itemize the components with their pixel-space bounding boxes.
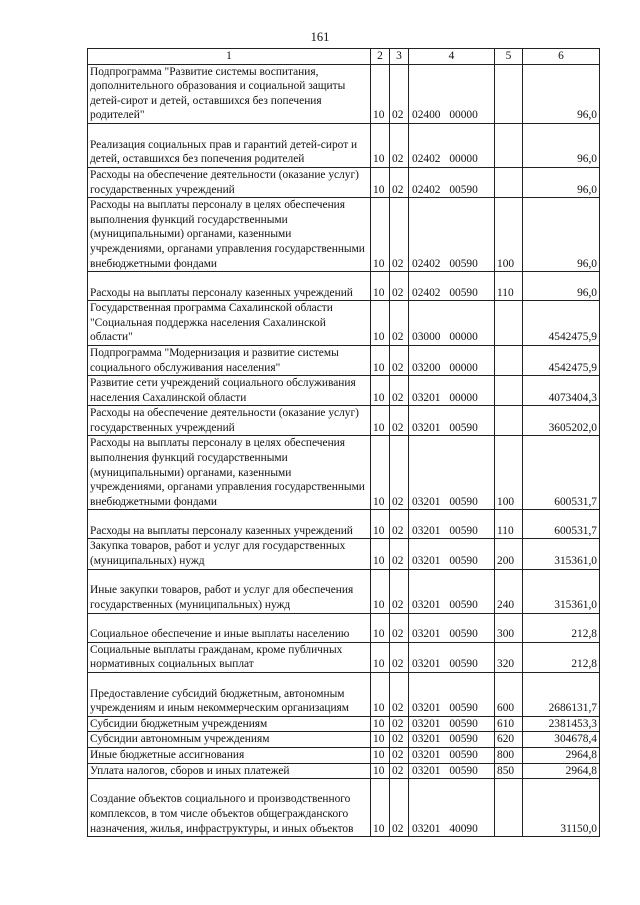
row-section: 10	[371, 642, 390, 672]
row-name: Социальные выплаты гражданам, кроме публичных нормативных социальных выплат	[88, 642, 371, 672]
table-row	[88, 642, 600, 672]
row-expense-type	[495, 123, 523, 167]
row-amount: 31150,0	[523, 779, 600, 837]
row-name: Расходы на обеспечение деятельности (оказание услуг) государственных учреждений	[88, 406, 371, 436]
row-amount: 315361,0	[523, 539, 600, 569]
row-expense-type: 110	[495, 510, 523, 539]
row-section: 10	[371, 732, 390, 748]
table-row	[88, 345, 600, 375]
column-header-name: 1	[88, 49, 371, 65]
row-expense-type: 110	[495, 272, 523, 301]
row-subsection: 02	[390, 539, 409, 569]
row-name: Реализация социальных прав и гарантий детей-сирот и детей, оставшихся без попечения родителей	[88, 123, 371, 167]
row-expense-type	[495, 167, 523, 197]
table-row	[88, 123, 600, 167]
row-target-article: 03201 00590	[409, 613, 495, 642]
column-header-subsection: 3	[390, 49, 409, 65]
row-expense-type: 850	[495, 763, 523, 779]
row-section: 10	[371, 716, 390, 732]
row-target-article: 03201 40090	[409, 779, 495, 837]
row-target-article: 03201 00590	[409, 672, 495, 716]
row-target-article: 03200 00000	[409, 345, 495, 375]
row-name: Подпрограмма "Модернизация и развитие системы социального обслуживания населения"	[88, 345, 371, 375]
table-row	[88, 672, 600, 716]
table-row	[88, 272, 600, 301]
budget-table	[87, 48, 600, 837]
header-row	[88, 49, 600, 65]
row-amount: 96,0	[523, 198, 600, 272]
row-amount: 600531,7	[523, 436, 600, 510]
row-expense-type	[495, 301, 523, 346]
row-name: Расходы на выплаты персоналу казенных учреждений	[88, 272, 371, 301]
row-target-article: 02402 00590	[409, 167, 495, 197]
table-row	[88, 167, 600, 197]
row-section: 10	[371, 301, 390, 346]
column-header-target-article: 4	[409, 49, 495, 65]
row-name: Иные бюджетные ассигнования	[88, 748, 371, 764]
row-section: 10	[371, 272, 390, 301]
row-amount: 2381453,3	[523, 716, 600, 732]
row-section: 10	[371, 123, 390, 167]
row-target-article: 03201 00000	[409, 376, 495, 406]
row-target-article: 02402 00000	[409, 123, 495, 167]
row-section: 10	[371, 345, 390, 375]
row-expense-type: 320	[495, 642, 523, 672]
page-number: 161	[310, 30, 330, 44]
row-target-article: 03201 00590	[409, 716, 495, 732]
row-subsection: 02	[390, 272, 409, 301]
row-amount: 212,8	[523, 642, 600, 672]
table-row	[88, 763, 600, 779]
row-name: Иные закупки товаров, работ и услуг для обеспечения государственных (муниципальных) нужд	[88, 569, 371, 613]
row-subsection: 02	[390, 510, 409, 539]
table-row	[88, 613, 600, 642]
row-section: 10	[371, 406, 390, 436]
row-target-article: 03201 00590	[409, 539, 495, 569]
row-subsection: 02	[390, 123, 409, 167]
row-target-article: 03201 00590	[409, 642, 495, 672]
row-target-article: 02400 00000	[409, 64, 495, 123]
row-name: Создание объектов социального и производственного комплексов, в том числе объектов общегражданского назначения, жилья, инфраструктуры, и иных объектов	[88, 779, 371, 837]
row-subsection: 02	[390, 732, 409, 748]
column-header-amount: 6	[523, 49, 600, 65]
row-subsection: 02	[390, 672, 409, 716]
table-row	[88, 779, 600, 837]
row-subsection: 02	[390, 613, 409, 642]
row-subsection: 02	[390, 569, 409, 613]
row-target-article: 03201 00590	[409, 510, 495, 539]
row-target-article: 03201 00590	[409, 436, 495, 510]
row-subsection: 02	[390, 779, 409, 837]
table-row	[88, 748, 600, 764]
table-row	[88, 732, 600, 748]
table-row	[88, 198, 600, 272]
row-amount: 2964,8	[523, 748, 600, 764]
row-subsection: 02	[390, 376, 409, 406]
row-amount: 96,0	[523, 272, 600, 301]
table-row	[88, 376, 600, 406]
row-expense-type: 610	[495, 716, 523, 732]
column-header-section: 2	[371, 49, 390, 65]
row-expense-type	[495, 64, 523, 123]
row-section: 10	[371, 376, 390, 406]
row-target-article: 03201 00590	[409, 748, 495, 764]
row-section: 10	[371, 539, 390, 569]
row-section: 10	[371, 779, 390, 837]
row-expense-type: 240	[495, 569, 523, 613]
row-expense-type	[495, 345, 523, 375]
row-subsection: 02	[390, 436, 409, 510]
row-amount: 2964,8	[523, 763, 600, 779]
row-name: Уплата налогов, сборов и иных платежей	[88, 763, 371, 779]
row-amount: 212,8	[523, 613, 600, 642]
row-section: 10	[371, 613, 390, 642]
row-amount: 96,0	[523, 167, 600, 197]
row-subsection: 02	[390, 301, 409, 346]
row-name: Расходы на выплаты персоналу казенных учреждений	[88, 510, 371, 539]
row-target-article: 03201 00590	[409, 406, 495, 436]
row-name: Расходы на обеспечение деятельности (оказание услуг) государственных учреждений	[88, 167, 371, 197]
row-name: Субсидии бюджетным учреждениям	[88, 716, 371, 732]
row-expense-type: 100	[495, 198, 523, 272]
table-row	[88, 569, 600, 613]
row-target-article: 02402 00590	[409, 198, 495, 272]
row-target-article: 03000 00000	[409, 301, 495, 346]
row-target-article: 02402 00590	[409, 272, 495, 301]
table-row	[88, 301, 600, 346]
row-name: Социальное обеспечение и иные выплаты населению	[88, 613, 371, 642]
row-amount: 315361,0	[523, 569, 600, 613]
row-expense-type: 200	[495, 539, 523, 569]
row-name: Предоставление субсидий бюджетным, автономным учреждениям и иным некоммерческим организациям	[88, 672, 371, 716]
row-section: 10	[371, 436, 390, 510]
row-amount: 4542475,9	[523, 345, 600, 375]
table-row	[88, 436, 600, 510]
row-subsection: 02	[390, 167, 409, 197]
row-subsection: 02	[390, 64, 409, 123]
row-subsection: 02	[390, 642, 409, 672]
row-section: 10	[371, 64, 390, 123]
row-expense-type	[495, 406, 523, 436]
row-section: 10	[371, 569, 390, 613]
column-header-expense-type: 5	[495, 49, 523, 65]
row-amount: 3605202,0	[523, 406, 600, 436]
row-expense-type	[495, 779, 523, 837]
row-amount: 4542475,9	[523, 301, 600, 346]
row-expense-type: 800	[495, 748, 523, 764]
table-row	[88, 510, 600, 539]
row-subsection: 02	[390, 763, 409, 779]
row-section: 10	[371, 763, 390, 779]
row-amount: 96,0	[523, 64, 600, 123]
row-name: Государственная программа Сахалинской области "Социальная поддержка населения Сахалинской области"	[88, 301, 371, 346]
row-subsection: 02	[390, 198, 409, 272]
table-row	[88, 716, 600, 732]
row-amount: 4073404,3	[523, 376, 600, 406]
row-amount: 600531,7	[523, 510, 600, 539]
row-expense-type: 300	[495, 613, 523, 642]
row-target-article: 03201 00590	[409, 763, 495, 779]
row-target-article: 03201 00590	[409, 732, 495, 748]
row-expense-type: 600	[495, 672, 523, 716]
row-amount: 2686131,7	[523, 672, 600, 716]
row-section: 10	[371, 672, 390, 716]
row-name: Подпрограмма "Развитие системы воспитания, дополнительного образования и социальной защиты детей-сирот и детей, оставшихся без попечения родителей"	[88, 64, 371, 123]
row-expense-type: 100	[495, 436, 523, 510]
row-subsection: 02	[390, 748, 409, 764]
row-name: Закупка товаров, работ и услуг для государственных (муниципальных) нужд	[88, 539, 371, 569]
row-name: Субсидии автономным учреждениям	[88, 732, 371, 748]
row-section: 10	[371, 167, 390, 197]
row-subsection: 02	[390, 406, 409, 436]
table-row	[88, 406, 600, 436]
row-expense-type	[495, 376, 523, 406]
row-amount: 304678,4	[523, 732, 600, 748]
row-name: Расходы на выплаты персоналу в целях обеспечения выполнения функций государственными (муниципальными) органами, казенными учреждениями, органами управления государственными внебюджетными фондами	[88, 198, 371, 272]
row-name: Расходы на выплаты персоналу в целях обеспечения выполнения функций государственными (муниципальными) органами, казенными учреждениями, органами управления государственными внебюджетными фондами	[88, 436, 371, 510]
row-section: 10	[371, 198, 390, 272]
table-row	[88, 539, 600, 569]
row-section: 10	[371, 510, 390, 539]
row-expense-type: 620	[495, 732, 523, 748]
row-subsection: 02	[390, 716, 409, 732]
row-section: 10	[371, 748, 390, 764]
row-target-article: 03201 00590	[409, 569, 495, 613]
row-amount: 96,0	[523, 123, 600, 167]
row-name: Развитие сети учреждений социального обслуживания населения Сахалинской области	[88, 376, 371, 406]
table-row	[88, 64, 600, 123]
row-subsection: 02	[390, 345, 409, 375]
